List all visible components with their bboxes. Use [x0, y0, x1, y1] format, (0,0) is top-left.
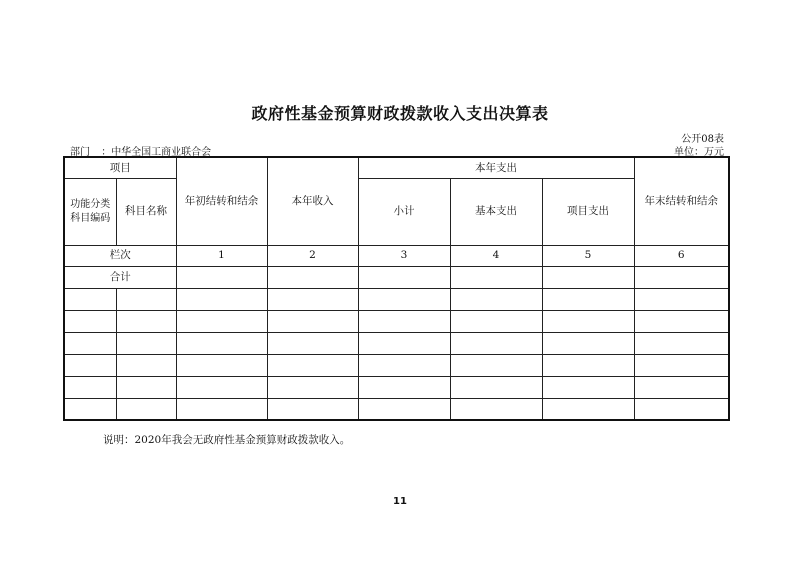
col-number: 1: [176, 245, 267, 266]
row-total: [64, 266, 729, 288]
table-cell: [358, 332, 450, 354]
table-row: [64, 288, 729, 310]
table-cell: [116, 398, 176, 420]
table-cell: [450, 354, 542, 376]
header-subject-name: 科目名称: [116, 178, 176, 245]
table-cell: [176, 398, 267, 420]
table-cell: [358, 398, 450, 420]
row-index: [64, 245, 729, 266]
header-begin-balance: 年初结转和结余: [176, 157, 267, 245]
table-cell: [450, 288, 542, 310]
form-code: 公开08表: [681, 134, 724, 145]
col-number: 3: [358, 245, 450, 266]
header-row-2: [64, 178, 729, 245]
table-row: [64, 310, 729, 332]
table-cell: [64, 376, 116, 398]
header-func-code: 功能分类科目编码: [64, 178, 116, 245]
table-cell: [176, 354, 267, 376]
table-cell: [634, 398, 729, 420]
header-item: [64, 157, 176, 178]
col-number: 2: [267, 245, 358, 266]
col-number: 4: [450, 245, 542, 266]
table-row: [64, 354, 729, 376]
table-cell: [450, 266, 542, 288]
fund-table: [63, 156, 730, 421]
table-cell: [542, 310, 634, 332]
table-row: [64, 398, 729, 420]
table-cell: [176, 288, 267, 310]
table-cell: [116, 288, 176, 310]
table-cell: [634, 266, 729, 288]
table-cell: [450, 310, 542, 332]
table-cell: [542, 376, 634, 398]
table-cell: [267, 354, 358, 376]
table-row: [64, 376, 729, 398]
table-cell: [450, 332, 542, 354]
table-cell: [358, 288, 450, 310]
table-cell: [542, 332, 634, 354]
table-cell: [358, 266, 450, 288]
table-cell: [450, 398, 542, 420]
table-cell: [634, 332, 729, 354]
table-cell: [267, 266, 358, 288]
table-cell: [634, 310, 729, 332]
department-separator: ：: [101, 147, 112, 158]
table-cell: [176, 266, 267, 288]
table-cell: [267, 376, 358, 398]
table-cell: [358, 376, 450, 398]
table-cell: [64, 332, 116, 354]
table-cell: [64, 310, 116, 332]
table-cell: [542, 266, 634, 288]
table-cell: [358, 354, 450, 376]
page-title: 政府性基金预算财政拨款收入支出决算表: [251, 104, 549, 123]
header-project-expense: 项目支出: [542, 178, 634, 245]
department-label: 部门: [70, 147, 90, 158]
table-cell: [542, 354, 634, 376]
table-cell: [542, 398, 634, 420]
table-cell: [64, 398, 116, 420]
table-cell: [267, 288, 358, 310]
table-cell: [634, 288, 729, 310]
table-cell: [116, 376, 176, 398]
table-cell: [267, 398, 358, 420]
col-number: 5: [542, 245, 634, 266]
table-cell: [176, 310, 267, 332]
table-cell: [64, 288, 116, 310]
table-cell: [176, 376, 267, 398]
table-cell: [116, 310, 176, 332]
department-name: 中华全国工商业联合会: [111, 147, 212, 158]
table-cell: [634, 376, 729, 398]
page-number: 11: [393, 496, 407, 507]
table-row: [64, 332, 729, 354]
header-end-balance: 年末结转和结余: [634, 157, 729, 245]
header-item-text: 项目: [109, 161, 131, 174]
header-row-1: [64, 157, 729, 178]
footnote: 说明：2020年我会无政府性基金预算财政拨款收入。: [103, 434, 351, 446]
table-cell: [64, 354, 116, 376]
unit-label: 单位：万元: [674, 147, 724, 158]
header-income: 本年收入: [267, 157, 358, 245]
table-cell: [450, 376, 542, 398]
table-cell: [176, 332, 267, 354]
header-basic-expense: 基本支出: [450, 178, 542, 245]
row-index-label: 栏次: [64, 245, 176, 266]
col-number: 6: [634, 245, 729, 266]
table-cell: [634, 354, 729, 376]
header-subtotal: 小计: [358, 178, 450, 245]
total-label: 合计: [64, 266, 176, 288]
table-cell: [116, 332, 176, 354]
table-cell: [358, 310, 450, 332]
table-cell: [116, 354, 176, 376]
table-cell: [542, 288, 634, 310]
table-cell: [267, 310, 358, 332]
table-cell: [267, 332, 358, 354]
header-expense-group: 本年支出: [358, 157, 634, 178]
